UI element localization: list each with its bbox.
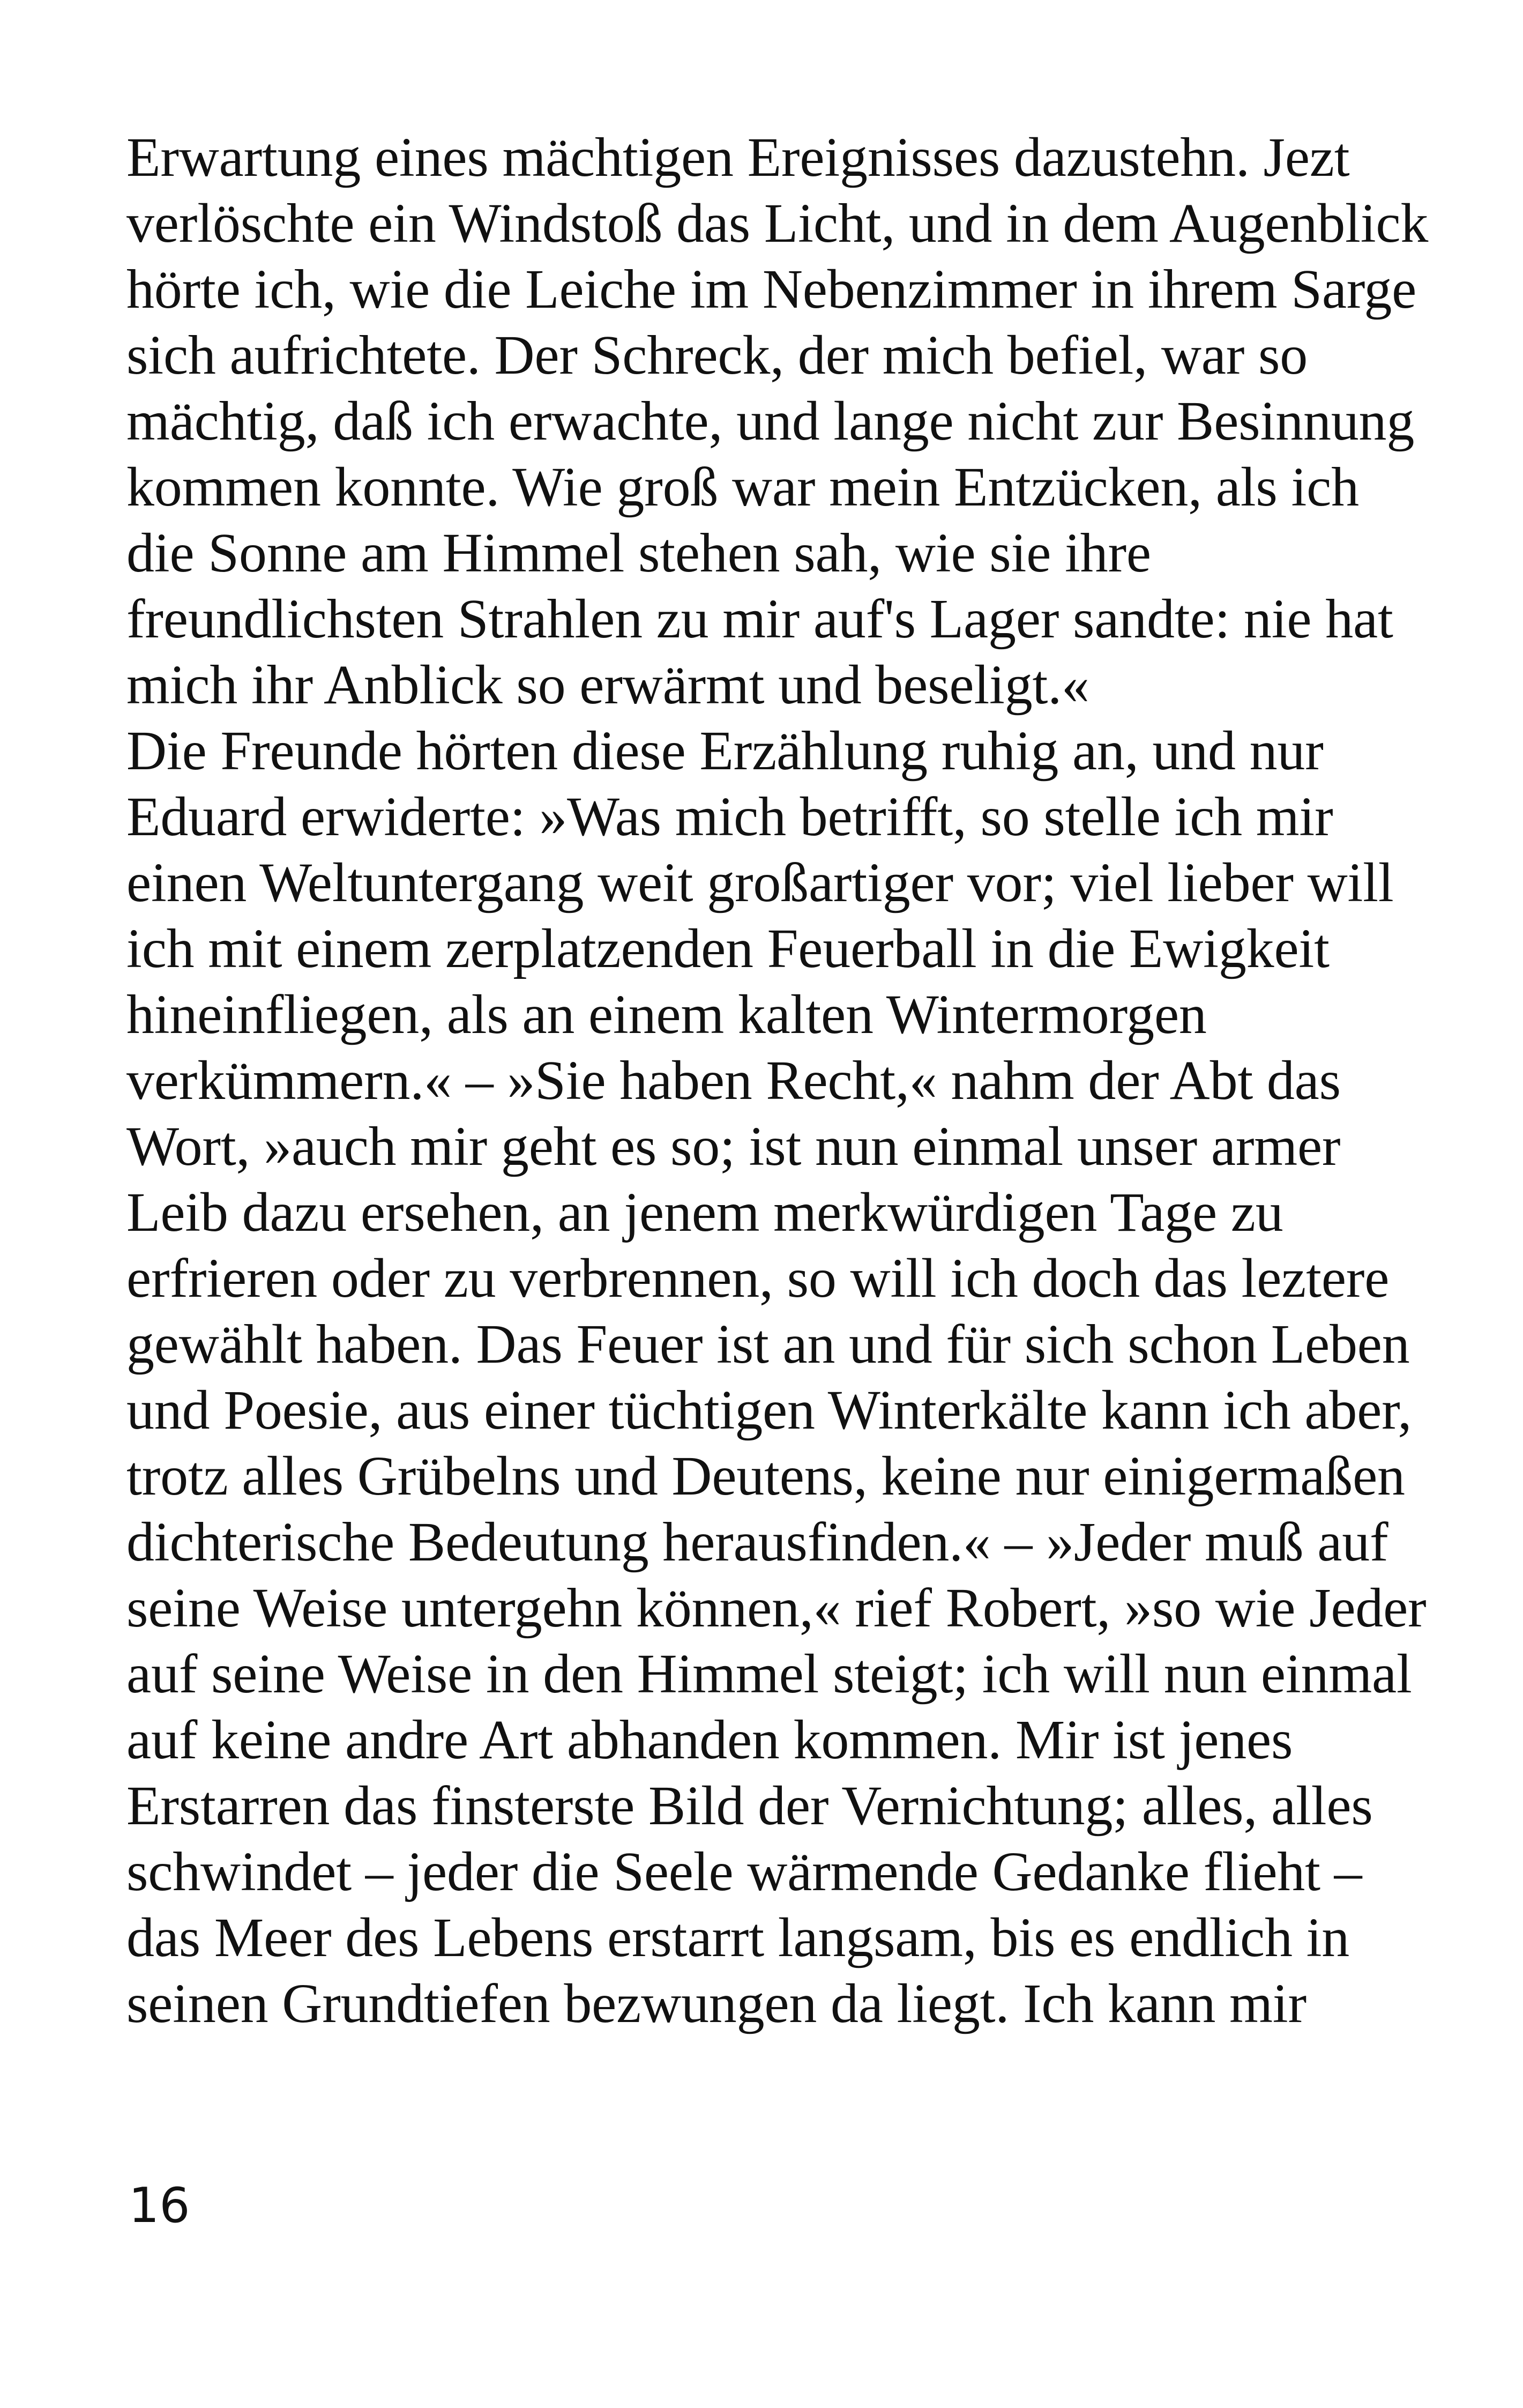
- text-line: die Sonne am Himmel stehen sah, wie sie ihre: [126, 522, 1151, 584]
- text-line: Die Freunde hörten diese Erzählung ruhig an, und nur: [126, 720, 1324, 782]
- body-text: [126, 124, 1429, 2037]
- text-line: auf seine Weise in den Himmel steigt; ich will nun einmal: [126, 1643, 1412, 1705]
- text-line: einen Weltuntergang weit großartiger vor; viel lieber will: [126, 852, 1394, 913]
- text-line: sich aufrichtete. Der Schreck, der mich befiel, war so: [126, 324, 1308, 386]
- text-line: das Meer des Lebens erstarrt langsam, bis es endlich in: [126, 1907, 1350, 1968]
- text-line: hörte ich, wie die Leiche im Nebenzimmer in ihrem Sarge: [126, 258, 1417, 320]
- text-line: gewählt haben. Das Feuer ist an und für sich schon Leben: [126, 1313, 1410, 1375]
- text-line: hineinfliegen, als an einem kalten Wintermorgen: [126, 984, 1207, 1045]
- text-line: trotz alles Grübelns und Deutens, keine nur einigermaßen: [126, 1445, 1405, 1507]
- text-line: mich ihr Anblick so erwärmt und beseligt.«: [126, 654, 1089, 716]
- text-line: ich mit einem zerplatzenden Feuerball in die Ewigkeit: [126, 918, 1330, 979]
- text-line: mächtig, daß ich erwachte, und lange nicht zur Besinnung: [126, 390, 1415, 452]
- text-line: erfrieren oder zu verbrennen, so will ich doch das leztere: [126, 1247, 1390, 1309]
- text-line: schwindet – jeder die Seele wärmende Gedanke flieht –: [126, 1841, 1362, 1902]
- text-line: Erwartung eines mächtigen Ereignisses dazustehn. Jezt: [126, 127, 1350, 188]
- text-line: kommen konnte. Wie groß war mein Entzücken, als ich: [126, 456, 1359, 518]
- text-line: freundlichsten Strahlen zu mir auf's Lager sandte: nie hat: [126, 588, 1393, 650]
- text-line: seinen Grundtiefen bezwungen da liegt. Ich kann mir: [126, 1973, 1307, 2034]
- text-line: dichterische Bedeutung herausfinden.« – »Jeder muß auf: [126, 1511, 1388, 1573]
- text-line: und Poesie, aus einer tüchtigen Winterkälte kann ich aber,: [126, 1379, 1412, 1441]
- page-number: 16: [129, 2177, 190, 2234]
- text-line: seine Weise untergehn können,« rief Robert, »so wie Jeder: [126, 1577, 1427, 1639]
- text-line: Wort, »auch mir geht es so; ist nun einmal unser armer: [126, 1116, 1341, 1177]
- text-line: verkümmern.« – »Sie haben Recht,« nahm der Abt das: [126, 1050, 1341, 1111]
- text-line: verlöschte ein Windstoß das Licht, und in dem Augenblick: [126, 192, 1429, 254]
- text-line: auf keine andre Art abhanden kommen. Mir ist jenes: [126, 1709, 1293, 1771]
- text-line: Eduard erwiderte: »Was mich betrifft, so stelle ich mir: [126, 786, 1333, 848]
- text-line: Leib dazu ersehen, an jenem merkwürdigen Tage zu: [126, 1181, 1283, 1243]
- text-line: Erstarren das finsterste Bild der Vernichtung; alles, alles: [126, 1775, 1373, 1837]
